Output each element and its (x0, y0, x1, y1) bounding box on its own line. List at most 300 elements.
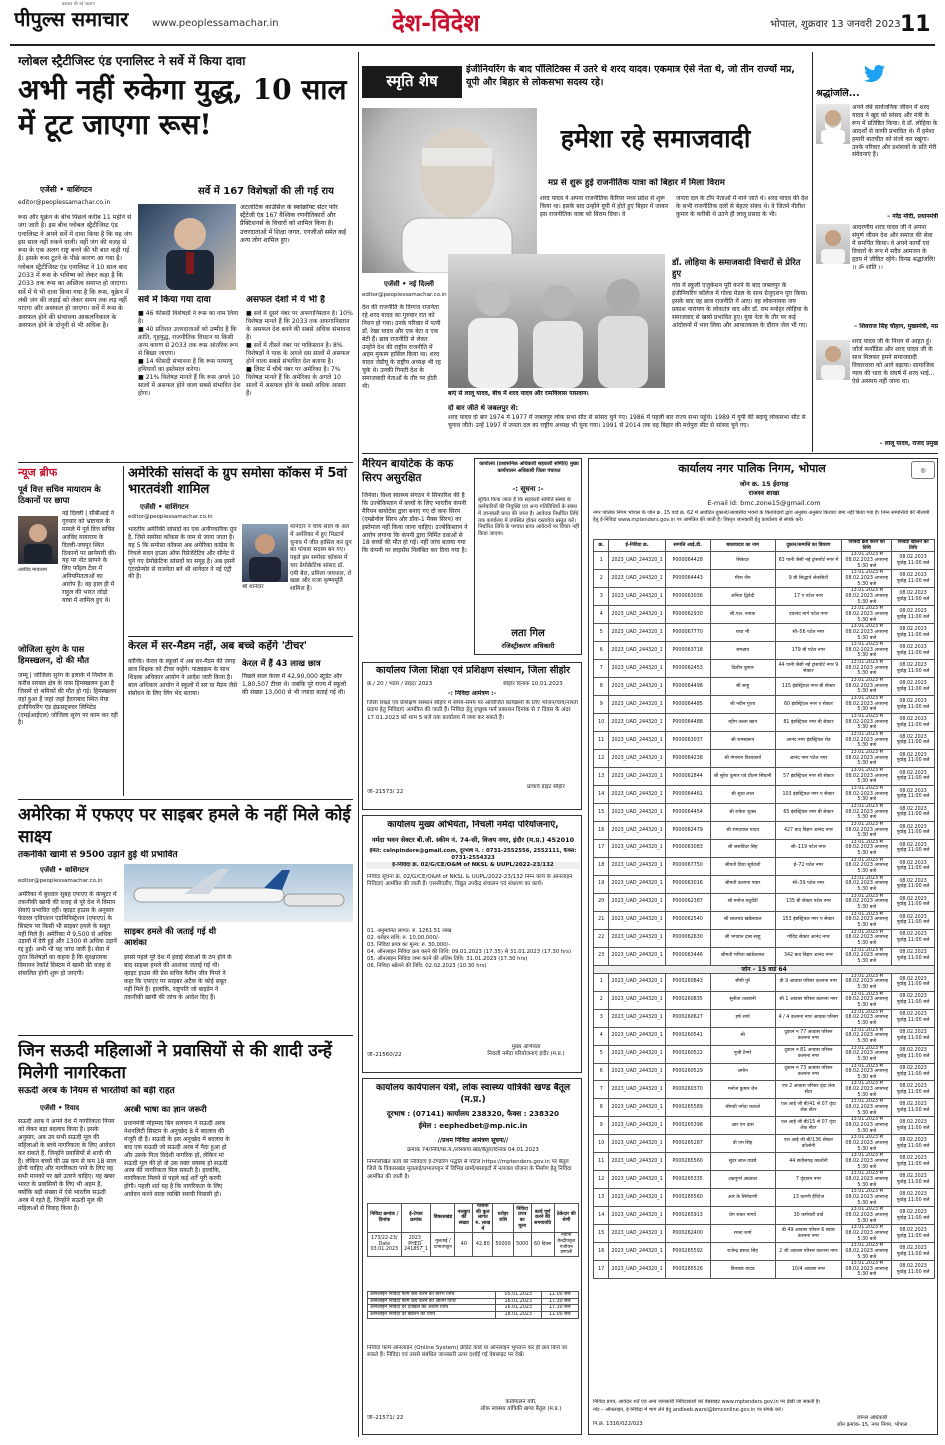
sharad-email: editor@peoplessamachar.co.in (362, 292, 447, 298)
bmc-cell: 08.02.2023 पूर्वाह्न 11:00 बजे (892, 893, 935, 911)
ad1-body: सूचित किया जाता है कि सहकारी समिति संस्था के कर्मचारियों की नियुक्ति एवं अन्य गतिविधियों के संबंध में जानकारी प्राप्त की जाना है। आवेदक निर्धारित तिथि तक कार्यालय में उपस्थित होकर दस्तावेज प्रस्तुत करें। निर्धारित तिथि के पश्चात प्राप्त आवेदनों पर विचार नहीं किया जाएगा। (478, 497, 580, 538)
cough-body: जिनेवा। विश्व स्वास्थ्य संगठन ने सिफारिश की है कि उज्बेकिस्तान में बच्चों के लिए भारतीय कंपनी मैरियन बायोटेक द्वारा बनाए गए दो कफ सिरप (एम्ब्रोनोल सिरप और डॉक-1 मैक्स सिरप) का इस्तेमाल नहीं किया जाना चाहिए। उज्बेकिस्तान ने आरोप लगाया कि कंपनी द्वारा निर्मित दवाओं से 18 बच्चों की मौत हो गई। नहीं जांच बताया गया कि कंपनी पर लाइसेंस निलंबित कर दिया गया है। (362, 492, 468, 555)
tribute (816, 52, 938, 452)
saudi-headline: जिन सऊदी महिलाओं ने प्रवासियों से की शादी उन्हें मिलेगी नागरिकता (18, 1041, 332, 1084)
brief-headline-1: पूर्व वित्त सचिव मायाराम के ठिकानों पर छापा (18, 484, 101, 506)
bmc-cell: 2023_UAD_244320_1 (609, 1189, 665, 1207)
bmc-cell: श्री साहू (710, 678, 775, 696)
ukraine-col1: ■ 46 फीसदी विशेषज्ञों ने रूस का नाम लिया है। ■ 40 प्रतिशत उत्तरदाताओं को उम्मीद है कि क्रांति, गृहयुद्ध, राजनीतिक विघटन या किसी अन्य कारण से 2033 तक रूस आंतरिक रूप से बिखर जाएगा। ■ 14 फीसदी संभावना है कि रूस परमाणु हथियारों का इस्तेमाल करेगा। ■ 21% विशेषज्ञ मानते हैं कि रूस अगले 10 सालों में असफल होने वाला सबसे संभावित देश होगा। (138, 310, 241, 398)
bmc-cell: 08.02.2023 पूर्वाह्न 11:00 बजे (892, 1063, 935, 1081)
bmc-th: सम्पत्ति आई.डी. (665, 540, 710, 552)
bmc-cell: अन्नपूर्णा अग्रवाल (710, 1171, 775, 1189)
bmc-cell: 2023_UAD_244320_1 (609, 1009, 665, 1027)
bmc-table-row (594, 803, 935, 821)
bmc-cell: 13.01.2023 से 08.02.2023 अपरान्ह 5:30 बजे (842, 696, 892, 714)
dateline: भोपाल, शुक्रवार 13 जनवरी 2023 (770, 19, 901, 30)
bmc-cell: सी.एल. नायक (710, 606, 775, 624)
kerala-side-title: केरल में हैं 43 लाख छात्र (242, 658, 321, 668)
bmc-cell: 8 (594, 1099, 609, 1117)
bmc-cell: हर्ष शर्मा (710, 1009, 775, 1027)
bmc-cell: आर एन दास (710, 1117, 775, 1135)
bmc-cell: 08.02.2023 पूर्वाह्न 11:00 बजे (892, 929, 935, 947)
bmc-cell: P000265287 (665, 1135, 710, 1153)
bmc-cell: श्री रामदयाल यादव (710, 821, 775, 839)
ukraine-kicker: ग्लोबल स्ट्रैटीजिस्ट एंड एनालिस्ट ने सर्वे में किया दावा (18, 54, 246, 68)
saudi-body: सऊदी अरब ने अपने देश में नागरिकता नियम को लेकर बड़ा बदलाव किया है। इसके अनुसार, अब उन सभी सऊदी मूल की महिलाओं के बच्चे नागरिकता के लिए आवेदन कर सकते हैं, जिन्होंने प्रवासियों से शादी की है। लेकिन बच्चों की उम्र कम से कम 18 साल होनी चाहिए और नागरिकता पाने के लिए वह सभी मानकों पर खरे उतरने चाहिए। यह खबर भारत के प्रवासियों के लिए भी अहम है, क्योंकि बड़ी संख्या में ऐसे भारतीय सऊदी अरब में रहते हैं, जिन्होंने सऊदी मूल की महिलाओं से विवाह किया है। (18, 1118, 117, 1212)
divider-samosa (128, 636, 353, 637)
thanedar-photo-svg (242, 524, 288, 582)
bmc-cell: P000265560 (665, 1189, 710, 1207)
bmc-cell: P000062540 (665, 911, 710, 929)
ukraine-col1-title: सर्वे में किया गया दावा (138, 295, 211, 305)
lalu-attribution: – लालू यादव, राजद प्रमुख (879, 440, 938, 447)
bmc-cell: 2023_UAD_244320_1 (609, 1117, 665, 1135)
ukraine-sidebar: अटलांटिक काउंसिल के स्कोक्रॉफ्ट सेंटर फॉर स्ट्रैटेजी एंड 167 वैश्विक रणनीतिकारों और प्रैक्टिशनर्स के विचारों को शामिल किया है। उत्तरदाताओं में शिक्षा जगत, एनजीओ समेत कई अन्य लोग शामिल हुए। (240, 204, 347, 244)
bmc-cell: P000260529 (665, 1063, 710, 1081)
bmc-table-row (594, 606, 935, 624)
bmc-table-row (594, 839, 935, 857)
bmc-cell: 13.01.2023 से 08.02.2023 अपरान्ह 5:30 बजे (842, 732, 892, 750)
bmc-cell: 08.02.2023 पूर्वाह्न 11:00 बजे (892, 1261, 935, 1279)
bmc-table-row (594, 1081, 935, 1099)
bmc-cell: P000265335 (665, 1171, 710, 1189)
bmc-cell: श्री लालचंद खंडेलवाल (710, 911, 775, 929)
bmc-table-row (594, 893, 935, 911)
bmc-cell: 08.02.2023 पूर्वाह्न 11:00 बजे (892, 1135, 935, 1153)
bmc-cell: 5 (594, 624, 609, 642)
bmc-cell: श्री जसविंदर सिंह (710, 839, 775, 857)
bmc-table-row (594, 714, 935, 732)
ad4-th: कार्य पूर्ण करने की समयावधि (531, 1204, 554, 1233)
bmc-cell: 4 (594, 1027, 609, 1045)
bmc-cell: 22 (594, 929, 609, 947)
bmc-cell: 135 बी सेक्टर पटेल नगर (775, 893, 842, 911)
bmc-cell: P000260627 (665, 1009, 710, 1027)
bmc-cell: 9 (594, 696, 609, 714)
bmc-sign: जोनल अधिकारी जोन क्रमांक–15, नगर निगम, भोपाल (836, 1415, 908, 1428)
ad3-body: निविदा सूचना क्र. 02/G/CE/O&M of NKSL & UUPL/2022-23/132 निम्न कार्य के ऑनलाइन निविदाएं आमंत्रित की जाती हैं। एससीएडीए, विद्युत उपकेंद्र संचालन एवं संधारण का कार्य। (367, 874, 573, 888)
bmc-cell: श्री नवीन गुप्ता (710, 696, 775, 714)
bmc-cell: 2023_UAD_244320_1 (609, 1261, 665, 1279)
bmc-cell: P000067750 (665, 857, 710, 875)
sharad-col1: शरद यादव ने अपना राजनीतिक कैरियर मध्य प्रदेश से शुरू किया था। इसके बाद उन्होंने यूपी में होते हुए बिहार में जाकर इस राजनीतिक यात्रा को विराम दिया। वे (540, 195, 669, 218)
section-title: देश-विदेश (392, 8, 480, 37)
bmc-cell: 08.02.2023 पूर्वाह्न 11:00 बजे (892, 875, 935, 893)
bmc-cell: 08.02.2023 पूर्वाह्न 11:00 बजे (892, 785, 935, 803)
bmc-cell: 11 (594, 732, 609, 750)
bmc-cell: 13.01.2023 से 08.02.2023 अपरान्ह 5:30 बजे (842, 803, 892, 821)
modi-quote: अपने लंबे सार्वजनिक जीवन में शरद यादव ने खुद को सांसद और मंत्री के रूप में प्रतिष्ठित किया। वे डॉ. लोहिया के आदर्शों से काफी प्रभावित थे। मैं हमेशा हमारी बातचीत को संजो कर रखूंगा। उनके परिवार और प्रशंसकों के प्रति मेरी संवेदनाएं हैं। (852, 104, 938, 159)
divider-sharad (362, 453, 938, 454)
bmc-cell: 17 ए पटेल नगर (775, 588, 842, 606)
bmc-logo-icon: ◎ (920, 467, 926, 474)
ad4-table (367, 1203, 579, 1257)
bmc-cell: 2023_UAD_244320_1 (609, 624, 665, 642)
modi-photo (816, 104, 850, 144)
lalu-quote: शरद यादव जी के निधन से आहत हूं। जॉर्ज फर्नांडिस और शरद यादव जी के साथ मिलकर हमने समाजवादी विचारधारा को आगे बढ़ाया। सामाजिक न्याय की धारा के संघर्ष में शरद भाई... ऐसे असमय नहीं जाना था। (852, 338, 935, 385)
bmc-table-row (594, 642, 935, 660)
ad4-th: निविदा क्रमांक /दिनांक (368, 1204, 402, 1233)
bmc-cell: 2023_UAD_244320_1 (609, 696, 665, 714)
bmc-cell: अनिता द्विवेदी (710, 588, 775, 606)
bmc-cell: 13.01.2023 से 08.02.2023 अपरान्ह 5:30 बजे (842, 1117, 892, 1135)
ad1-sign-role: रजिस्ट्रीकरण अधिकारी (501, 642, 555, 650)
bmc-cell: 08.02.2023 पूर्वाह्न 11:00 बजे (892, 991, 935, 1009)
bmc-cell: P000260835 (665, 991, 710, 1009)
bmc-cell: 2023_UAD_244320_1 (609, 803, 665, 821)
bmc-table-row (594, 911, 935, 929)
bmc-table-row (594, 678, 935, 696)
ad3-footer: जी–21560/22 (367, 1052, 402, 1058)
ad4-body: निम्नलिखित कार्य की निविदाएं ई-टेण्डरिंग पद्धति से पोर्टल https://mptenders.gov.in पर बैतूल जिले के विकासखंड मुलताई/प्रभातपट्टन में विभिन्न ग्रामों/बसाहटों में नलजल योजना के निर्माण हेतु निविदा आमंत्रित की जाती है। (367, 1159, 572, 1180)
bmc-cell: 13.01.2023 से 08.02.2023 अपरान्ह 5:30 बजे (842, 1009, 892, 1027)
bmc-cell: 08.02.2023 पूर्वाह्न 11:00 बजे (892, 678, 935, 696)
bmc-cell: 14 (594, 785, 609, 803)
bmc-cell: एल आई जी बी/15 से 07 वृंदा लेक सेंटर (775, 1117, 842, 1135)
bmc-cell: 103 इंडस्ट्रियल नगर ए सेक्टर (775, 785, 842, 803)
bmc-title: कार्यालय नगर पालिक निगम, भोपाल (678, 462, 826, 475)
thanedar-caption: श्री थानेदार (242, 584, 264, 590)
bmc-cell: 2 (594, 570, 609, 588)
ukraine-story (18, 54, 353, 461)
bmc-cell: राजेन्द्र प्रसाद सिंह (710, 1243, 775, 1261)
bmc-cell: 2023_UAD_244320_1 (609, 749, 665, 767)
bmc-table-row (594, 1207, 935, 1225)
mayaram-photo-svg (18, 516, 58, 564)
bmc-cell: 08.02.2023 पूर्वाह्न 11:00 बजे (892, 570, 935, 588)
bmc-cell: 13 करणी हैरिटेज (775, 1189, 842, 1207)
bmc-cell: P000265398 (665, 1117, 710, 1135)
bmc-cell: 08.02.2023 पूर्वाह्न 11:00 बजे (892, 1099, 935, 1117)
samosa-side: थानेदार ने चौथे साल के अंत में अमेरिका में हुए मिडटर्म चुनाव में जीत हासिल कर ग्रुप का पांचवां सदस्य बन गए। पहले इस समोसा कॉकस में चार डेमोक्रेटिक सांसद डॉ. एमी बेरा, प्रमिला जयपाल, रो खन्ना और राजा कृष्णमूर्ति शामिल हैं। (290, 524, 352, 593)
bmc-cell: 44 छतीसगढ़ कालोनी (775, 1153, 842, 1171)
bmc-cell: 10 (594, 1135, 609, 1153)
bmc-cell: 17 (594, 839, 609, 857)
sharad-headline: हमेशा रहे समाजवादी (560, 124, 751, 153)
bmc-cell: आनंद नगर इंडस्ट्रियल रोड (775, 732, 842, 750)
bmc-footer: नि.क्र. 1316/022/023 (593, 1421, 643, 1427)
ad4-schedule-time: 11.00 बजे (541, 1292, 578, 1299)
bmc-cell: P000063016 (665, 875, 710, 893)
ad4-th: विकासखंड (431, 1204, 455, 1233)
bmc-cell: P000062479 (665, 821, 710, 839)
bmc-cell: विनयक यादव (710, 1261, 775, 1279)
bmc-cell: P000265560 (665, 1153, 710, 1171)
bmc-cell: 9 (594, 1117, 609, 1135)
bmc-cell: P000265589 (665, 1099, 710, 1117)
ad-bmc (588, 458, 938, 1435)
bmc-table-row (594, 875, 935, 893)
sharad-subhead: मप्र से शुरू हुई राजनीतिक यात्रा को बिहार में मिला विराम (548, 178, 725, 188)
ukraine-col2: ■ सर्वे में दूसरे नंबर पर अफगानिस्तान है। 10% विशेषज्ञ मानते हैं कि 2033 तक अफगानिस्तान के असफल देश बनने की सबसे अधिक संभावना है। ■ सर्वे में तीसरे नंबर पर पाकिस्तान है। 8% विशेषज्ञों ने पाक के अगले दस सालों में असफल होने वाला सबसे संभावित देश बताया है। ■ लिस्ट में चौथे नंबर पर अमेरिका है। 7% विशेषज्ञ मानते हैं कि अमेरिका के अगले 10 सालों में असफल होने के सबसे अधिक आसार हैं। (246, 310, 353, 398)
ad3-id: ई-निविदा क्र. 02/G/CE/O&M of NKSL & UUPL/2022-23/132 (366, 862, 580, 869)
putin-photo-svg (138, 204, 236, 290)
bmc-cell: 13.01.2023 से 08.02.2023 अपरान्ह 5:30 बजे (842, 1045, 892, 1063)
sharad-col3: देश की राजनीति के दिग्गज राजनेता रहे शरद यादव का गुरुवार रात को निधन हो गया। उनके परिवार में पत्नी डॉ. रेखा यादव और एक बेटा व एक बेटी हैं। छात्र राजनीति से लेकर उन्होंने देश की राष्ट्रीय राजनीति में अहम मुकाम हासिल किया था। शरद यादव जेडीयू के राष्ट्रीय अध्यक्ष भी रह चुके थे। उनकी गिनती देश के समाजवादी नेताओं के तौर पर होती थी। (362, 304, 441, 391)
ad3-date-2: 02. धरोहर राशि: रु. 10,00,000/- (367, 934, 440, 941)
bmc-cell: 13.01.2023 से 08.02.2023 अपरान्ह 5:30 बजे (842, 1099, 892, 1117)
bmc-cell: 13.01.2023 से 08.02.2023 अपरान्ह 5:30 बजे (842, 911, 892, 929)
bmc-cell: एल आई जी बी/41 से 07 वृंदा लेक सेंटर (775, 1099, 842, 1117)
bmc-cell: 2023_UAD_244320_1 (609, 1063, 665, 1081)
bmc-table-row (594, 660, 935, 678)
ad4-td: 5000 (513, 1233, 531, 1257)
bmc-cell: 2023_UAD_244320_1 (609, 785, 665, 803)
ad4-th: धरोहर राशि (493, 1204, 513, 1233)
divider-kerala (18, 799, 353, 800)
bmc-cell: 30 कर्मचारी वार्ड (775, 1207, 842, 1225)
ad1-top: कार्यालय (प्रशासनिक अधिकारी सहकारी समिति) मुख्य कार्यपालन अधिकारी जिला पंचायत (479, 461, 579, 474)
bmc-table-row (594, 696, 935, 714)
brief-headline-2: जोजिला सुरंग के पास हिमस्खलन, दो की मौत (18, 644, 90, 666)
bmc-cell: 13.01.2023 से 08.02.2023 अपरान्ह 5:30 बजे (842, 1063, 892, 1081)
group-photo-svg (448, 254, 665, 388)
ad4-sign: कार्यपालन यंत्री, लोक स्वास्थ्य यांत्रिकी खण्ड बैतूल (म.प्र.) (480, 1399, 562, 1413)
bmc-cell: 13.01.2023 से 08.02.2023 अपरान्ह 5:30 बजे (842, 857, 892, 875)
bmc-cell: 2023_UAD_244320_1 (609, 1045, 665, 1063)
bmc-cell: 13.01.2023 से 08.02.2023 अपरान्ह 5:30 बजे (842, 929, 892, 947)
bmc-cell: 81 इंडस्ट्रियल नगर बी सेक्टर (775, 714, 842, 732)
ukraine-subhead: सर्वे में 167 विशेषज्ञों की ली गई राय (198, 186, 334, 197)
bmc-cell: श्रीमती मनिता खांडेलवाल (710, 947, 775, 965)
bmc-cell: रचना शर्मा (710, 1225, 775, 1243)
ad2-footer: जी–21573/ 22 (367, 789, 404, 795)
bmc-cell: 2023_UAD_244320_1 (609, 642, 665, 660)
bmc-cell: सिकंदर (710, 552, 775, 570)
bmc-th: बकायादार का नाम (710, 540, 775, 552)
ad3-sign: मुख्य अभियंता निचली नर्मदा परियोजनाएं इंदौर (म.प्र.) (487, 1044, 565, 1058)
bmc-cell: 1 (594, 973, 609, 991)
bmc-cell: 13.01.2023 से 08.02.2023 अपरान्ह 5:30 बजे (842, 749, 892, 767)
brief-label: न्यूज ब्रीफ (18, 466, 58, 479)
bmc-cell: 13.01.2023 से 08.02.2023 अपरान्ह 5:30 बजे (842, 678, 892, 696)
bmc-table-row (594, 588, 935, 606)
bmc-cell: श्री भगवान दास साहू (710, 929, 775, 947)
bmc-cell: 13.01.2023 से 08.02.2023 अपरान्ह 5:30 बजे (842, 1225, 892, 1243)
ad4-header-row (368, 1204, 579, 1233)
thanedar-photo (242, 524, 288, 582)
bmc-cell: 2023_UAD_244320_1 (609, 1099, 665, 1117)
bmc-cell: P000064485 (665, 696, 710, 714)
cough-headline: मैरियन बायोटेक के कफ सिरप असुरक्षित (362, 458, 454, 484)
bmc-cell: P000062630 (665, 929, 710, 947)
ad4-ref: क्रमांक 74/निवि/का.यं./लोस्वायां.खंड/बैतूल/दिनांक 04.01.2023 (407, 1147, 539, 1153)
bmc-cell: 2023_UAD_244320_1 (609, 570, 665, 588)
bmc-cell: 13.01.2023 से 08.02.2023 अपरान्ह 5:30 बजे (842, 1243, 892, 1261)
bmc-contact: नोट – ऑनलाइन, ई-निविदा में भाग लेने हेतु andleeb.warsi@bmconline.gov.in पर संपर्क करें। (593, 1407, 783, 1413)
bmc-cell: 13.01.2023 से 08.02.2023 अपरान्ह 5:30 बजे (842, 1135, 892, 1153)
bmc-cell: 10 (594, 714, 609, 732)
bmc-cell: सी–119 पटेल नगर (775, 839, 842, 857)
bmc-cell: 13.01.2023 से 08.02.2023 अपरान्ह 5:30 बजे (842, 570, 892, 588)
bmc-cell: दुकान न 73 आवास परिसर कल्पना नगर (775, 1063, 842, 1081)
ad1-title: -: सूचना :- (512, 485, 544, 493)
bmc-cell: 2023_UAD_244320_1 (609, 714, 665, 732)
bmc-cell: 153 इंडस्ट्रियल नगर ए सेक्टर (775, 911, 842, 929)
bmc-cell: P000062930 (665, 606, 710, 624)
samosa-headline: अमेरिकी सांसदों के ग्रुप समोसा कॉकस में 5वां भारतवंशी शामिल (128, 466, 347, 498)
bmc-cell: 08.02.2023 पूर्वाह्न 11:00 बजे (892, 947, 935, 965)
cough-story (362, 458, 470, 658)
ad3-address: नर्मदा भवन सेक्टर बी.जी. स्कीम नं. 74-सी, विजय नगर, इंदौर (म.प्र.) 452010 (371, 836, 575, 844)
jabalpur-body: शरद यादव दो बार 1974 में 1977 में जबलपुर लोक सभा सीट से सांसद चुने गए। 1986 में पहली बार राज्य सभा पहुंचे। 1989 में यूपी की बदायूं लोकसभा सीट से चुनाव जीते। उन्हें 1997 में जनता दल का राष्ट्रीय अध्यक्ष भी चुना गया। 1991 से 2014 तक वह बिहार की मधेपुरा सीट से सांसद चुने गए। (448, 414, 806, 429)
bmc-cell: 08.02.2023 पूर्वाह्न 11:00 बजे (892, 1081, 935, 1099)
bmc-cell: 65 इंडस्ट्रियल नगर बी सेक्टर (775, 803, 842, 821)
bmc-cell: 08.02.2023 पूर्वाह्न 11:00 बजे (892, 1153, 935, 1171)
bmc-cell: 2023_UAD_244320_1 (609, 1135, 665, 1153)
ad4-schedule-label: ऑनलाइन निविदा फार्म क्रय करने की प्रारंभ तिथि (368, 1292, 496, 1299)
bmc-cell: 13 (594, 767, 609, 785)
ad1-sign: लता गिल (511, 628, 545, 639)
bmc-cell: 63 पानी जैसी नई ट्रांसपोर्ट नगर में (775, 552, 842, 570)
bmc-cell: P000064454 (665, 803, 710, 821)
bmc-cell: 2023_UAD_244320_1 (609, 1207, 665, 1225)
faa-body: अमेरिका में बुधवार सुबह एफएए के कंप्यूटर में तकनीकी खामी की वजह से पूरे देश में विमान सेवाएं प्रभावित रहीं। व्हाइट हाउस के अनुसार फेडरल एविएशन एडमिनिस्ट्रेशन (एफएए) के सिस्टम पर किसी भी साइबर हमले के सबूत नहीं मिले हैं। अमेरिका में 9,500 से अधिक उड़ानों में देरी हुई और 1300 से अधिक उड़ानें रद्द हुईं। अभी भी यह जांच जारी है। सेवा में तुरंत विशेषज्ञों का कहना है कि सुरक्षात्मक विमानन रेकॉर्ड सिस्टम में खामी की वजह से संचालित होगी शुरू हो जाएगी। (18, 891, 117, 978)
bmc-table-row (594, 1135, 935, 1153)
bmc-cell: दुकान न 81 आवास परिसर कल्पना नगर (775, 1045, 842, 1063)
ukraine-headline: अभी नहीं रुकेगा युद्ध, 10 साल में टूट जाएगा रूस! (18, 73, 347, 141)
bmc-cell: 13.01.2023 से 08.02.2023 अपरान्ह 5:30 बजे (842, 642, 892, 660)
sharad-intro: इंजीनियरिंग के बाद पॉलिटिक्स में उतरे थे शरद यादव। एकमात्र ऐसे नेता थे, जो तीन राज्यों मप्र, यूपी और बिहार से लोकसभा सदस्य रहे। (466, 64, 795, 88)
samosa-byline: एजेंसी • वाशिंगटन (140, 503, 189, 511)
sharad-col2: जनता दल के टॉप नेताओं में माने जाते थे। शरद यादव की देश के सभी राजनीतिक दलों से बेहतर संबंध थे। वे जितने नीतीश कुमार के करीबी थे उतने ही लालू प्रसाद के भी। (676, 195, 809, 218)
bmc-cell: 13.01.2023 से 08.02.2023 अपरान्ह 5:30 बजे (842, 1189, 892, 1207)
faa-side: इससे पहले पूरे देश में हवाई सेवाओं के ठप होने के बाद साइबर हमले की आशंका जताई गई थी। व्हाइट हाउस की प्रेस सचिव कैरीन जीन पियरे ने कहा कि एफएए पर साइबर अटैक के कोई सबूत नहीं मिले हैं। हालांकि, राष्ट्रपति जो बाइडेन ने तकनीकी खामी की जांच के आदेश दिए हैं। (124, 954, 232, 1001)
bmc-cell: सुंदर लाल वाडवे (710, 1153, 775, 1171)
bmc-cell: 08.02.2023 पूर्वाह्न 11:00 बजे (892, 552, 935, 570)
ad4-td: 50000 (493, 1233, 513, 1257)
bmc-cell: 2023_UAD_244320_1 (609, 1171, 665, 1189)
bmc-cell: 08.02.2023 पूर्वाह्न 11:00 बजे (892, 1225, 935, 1243)
jabalpur-label: दो बार जीते थे जबलपुर से: (448, 404, 519, 412)
ad3-title: कार्यालय मुख्य अभियंता, निचली नर्मदा परियोजनाएं, (387, 820, 559, 830)
bmc-cell: 2023_UAD_244320_1 (609, 947, 665, 965)
kerala-story (128, 640, 353, 796)
bmc-cell: 08.02.2023 पूर्वाह्न 11:00 बजे (892, 696, 935, 714)
bmc-cell: P000064461 (665, 785, 710, 803)
ukraine-col2-title: असफल देशों में ये भी हैं (246, 295, 325, 305)
bmc-cell: 08.02.2023 पूर्वाह्न 11:00 बजे (892, 732, 935, 750)
bmc-cell: सीमी पुरे (710, 973, 775, 991)
ad4-schedule-date: 16.01.2023 (495, 1305, 541, 1312)
ukraine-email: editor@peoplessamachar.co.in (18, 199, 111, 206)
bmc-cell: आर के सिर्नवाणी (710, 1189, 775, 1207)
bmc-table-row (594, 1243, 935, 1261)
bmc-cell: 08.02.2023 पूर्वाह्न 11:00 बजे (892, 803, 935, 821)
ad4-td: 2023_ PHED_ 241857_1 (401, 1233, 431, 1257)
bmc-cell: 13.01.2023 से 08.02.2023 अपरान्ह 5:30 बजे (842, 606, 892, 624)
ad4-schedule-time: 17.30 बजे (541, 1305, 578, 1312)
bmc-cell: 08.02.2023 पूर्वाह्न 11:00 बजे (892, 714, 935, 732)
bmc-cell: मीना जैन (710, 570, 775, 588)
bmc-cell: 13.01.2023 से 08.02.2023 अपरान्ह 5:30 बजे (842, 1171, 892, 1189)
bmc-cell: 08.02.2023 पूर्वाह्न 11:00 बजे (892, 973, 935, 991)
bmc-cell: P000064443 (665, 570, 710, 588)
bmc-header-row (594, 540, 935, 552)
bmc-cell: 20 (594, 893, 609, 911)
bmc-cell: रहीम उल्ला खान (710, 714, 775, 732)
bmc-th: दुकान/सम्पत्ति का विवरण (775, 540, 842, 552)
bmc-cell: 08.02.2023 पूर्वाह्न 11:00 बजे (892, 1045, 935, 1063)
saudi-subhead: सऊदी अरब के नियम से भारतीयों को बड़ी राहत (18, 1086, 175, 1096)
bmc-cell: 14 (594, 1207, 609, 1225)
divider-faa (18, 1035, 353, 1036)
bmc-cell: 3 (594, 588, 609, 606)
bmc-cell: 08.02.2023 पूर्वाह्न 11:00 बजे (892, 749, 935, 767)
bmc-table-row (594, 1045, 935, 1063)
ukraine-body: रूस और यूक्रेन के बीच पिछले करीब 11 महीने से जंग जारी है। इस बीच ग्लोबल स्ट्रैटीजिस्ट एंड एनालिस्ट ने अपने सर्वे में दावा किया है कि यह जंग इस साल नहीं रुकने वाली। वहीं जंग की वजह से रूस के एक अलग राष्ट्र बनने की भी बात कही गई है। इसके रूस टूटने के पीछे कारण आ गया है। ग्लोबल स्ट्रैटीजिस्ट एंड एनालिस्ट ने 10 साल बाद 2033 में रूस के भविष्य को लेकर कहा है कि 2033 तक रूस का अस्तित्व समाप्त हो जाएगा। सर्वे में ये भी दावा किया गया है कि रूस, यूक्रेन में लंबी जंग की लड़ाई को लेकर समय तक लड़ नहीं पाएगा और असफल हो जाएगा। सर्वे में रूस के असफल होने की संभावना आकलनिकाल के असफल होने के दोनूनी से भी अधिक है। (18, 214, 132, 329)
bmc-table-row (594, 767, 935, 785)
group-photo-caption: बाएं से लालू यादव, बीच में शरद यादव और रामविलास पासवान। (448, 390, 589, 397)
sharad-byline: एजेंसी • नई दिल्ली (384, 280, 434, 288)
bmc-cell: 13.01.2023 से 08.02.2023 अपरान्ह 5:30 बजे (842, 947, 892, 965)
ad4-th: नलकूप की संख्या (455, 1204, 473, 1233)
bmc-cell: P000062844 (665, 767, 710, 785)
bmc-cell: 2 (594, 991, 609, 1009)
bmc-cell: 08.02.2023 पूर्वाह्न 11:00 बजे (892, 1243, 935, 1261)
samosa-email: editor@peoplessamachar.co.in (128, 514, 213, 520)
bmc-cell: 2023_UAD_244320_1 (609, 929, 665, 947)
bmc-cell: 13 (594, 1189, 609, 1207)
divider-brief (123, 466, 124, 796)
modi-attribution: – नरेंद्र मोदी, प्रधानमंत्री (887, 213, 938, 220)
bmc-table (593, 539, 935, 1279)
bmc-cell: 13.01.2023 से 08.02.2023 अपरान्ह 5:30 बजे (842, 1207, 892, 1225)
bmc-table-row (594, 1063, 935, 1081)
column-divider-tribute (812, 52, 813, 452)
ad4-schedule-label: ऑनलाइन निविदा फार्म क्रय करने की अंतिम तिथि (368, 1298, 496, 1305)
bmc-cell: 08.02.2023 पूर्वाह्न 11:00 बजे (892, 1207, 935, 1225)
ad4-title: कार्यालय कार्यपालन यंत्री, लोक स्वास्थ्य यांत्रिकी खण्ड बैतूल (म.प्र.) (375, 1083, 571, 1105)
shivraj-attribution: – शिवराज सिंह चौहान, मुख्यमंत्री, मप्र (854, 323, 938, 330)
bmc-cell: 08.02.2023 पूर्वाह्न 11:00 बजे (892, 1171, 935, 1189)
masthead-rule (10, 44, 935, 46)
bmc-cell: 13.01.2023 से 08.02.2023 अपरान्ह 5:30 बजे (842, 588, 892, 606)
bmc-th: क्र. (594, 540, 609, 552)
bmc-cell: 08.02.2023 पूर्वाह्न 11:00 बजे (892, 857, 935, 875)
bmc-cell: 2023_UAD_244320_1 (609, 1225, 665, 1243)
group-photo (448, 254, 665, 388)
bmc-cell: 2023_UAD_244320_1 (609, 857, 665, 875)
bmc-cell: 08.02.2023 पूर्वाह्न 11:00 बजे (892, 1009, 935, 1027)
bmc-cell: 08.02.2023 पूर्वाह्न 11:00 बजे (892, 624, 935, 642)
ad3-date-3: 03. निविदा प्रपत्र का मूल्य: रु. 30,000/- (367, 941, 451, 948)
ad4-th: ई-टेण्डर क्रमांक (401, 1204, 431, 1233)
kerala-body: कोच्चि। केरल के स्कूलों में अब सर-मैडम की जगह छात्र शिक्षक को टीचर कहेंगे। पाठ्यक्रम के साथ शिक्षक अधिकार आयोग ने आदेश जारी किया है। बाल अधिकार आयोग ने स्कूलों में सर या मैडम जैसे संबोधन के लिए लिंग भेद बताया। (128, 658, 238, 697)
bmc-cell: 08.02.2023 पूर्वाह्न 11:00 बजे (892, 642, 935, 660)
bmc-cell: 13.01.2023 से 08.02.2023 अपरान्ह 5:30 बजे (842, 1153, 892, 1171)
bmc-cell: 9 बी सिद्धार्थ लेकसिटी (775, 570, 842, 588)
masthead-logo-text: पीपुल्स समाचार (14, 7, 129, 31)
shivraj-photo-svg (816, 224, 850, 264)
bmc-cell: 13.01.2023 से 08.02.2023 अपरान्ह 5:30 बजे (842, 973, 892, 991)
bmc-cell: प्रेम शंकर नागवे (710, 1207, 775, 1225)
ad3-date-1: 01. अनुमानित लागत: रु. 1261.51 लाख (367, 928, 452, 934)
bmc-cell: श्री सुरेश कुमार एवं प्रीतम सिंघानी (710, 767, 775, 785)
faa-byline: एजेंसी • वाशिंगटन (40, 866, 89, 874)
saudi-side-title: अरबी भाषा का ज्ञान जरूरी (124, 1104, 207, 1114)
bmc-table-row (594, 991, 935, 1009)
bmc-cell: 13.01.2023 से 08.02.2023 अपरान्ह 5:30 बजे (842, 1081, 892, 1099)
bmc-cell: 13.01.2023 से 08.02.2023 अपरान्ह 5:30 बजे (842, 624, 892, 642)
ad4-th: योजना की कुल लागत रु. लाख में (473, 1204, 493, 1233)
bmc-cell: आनंद नगर पटेल नगर (775, 749, 842, 767)
bmc-zone: जोन क्र. 15 ईदगाह (739, 480, 789, 488)
bmc-cell: 2 जी आवास परिसर कल्पना नगर (775, 1243, 842, 1261)
bmc-cell: P000063037 (665, 732, 710, 750)
bmc-cell: 13.01.2023 से 08.02.2023 अपरान्ह 5:30 बजे (842, 839, 892, 857)
bmc-cell: 11 (594, 1153, 609, 1171)
